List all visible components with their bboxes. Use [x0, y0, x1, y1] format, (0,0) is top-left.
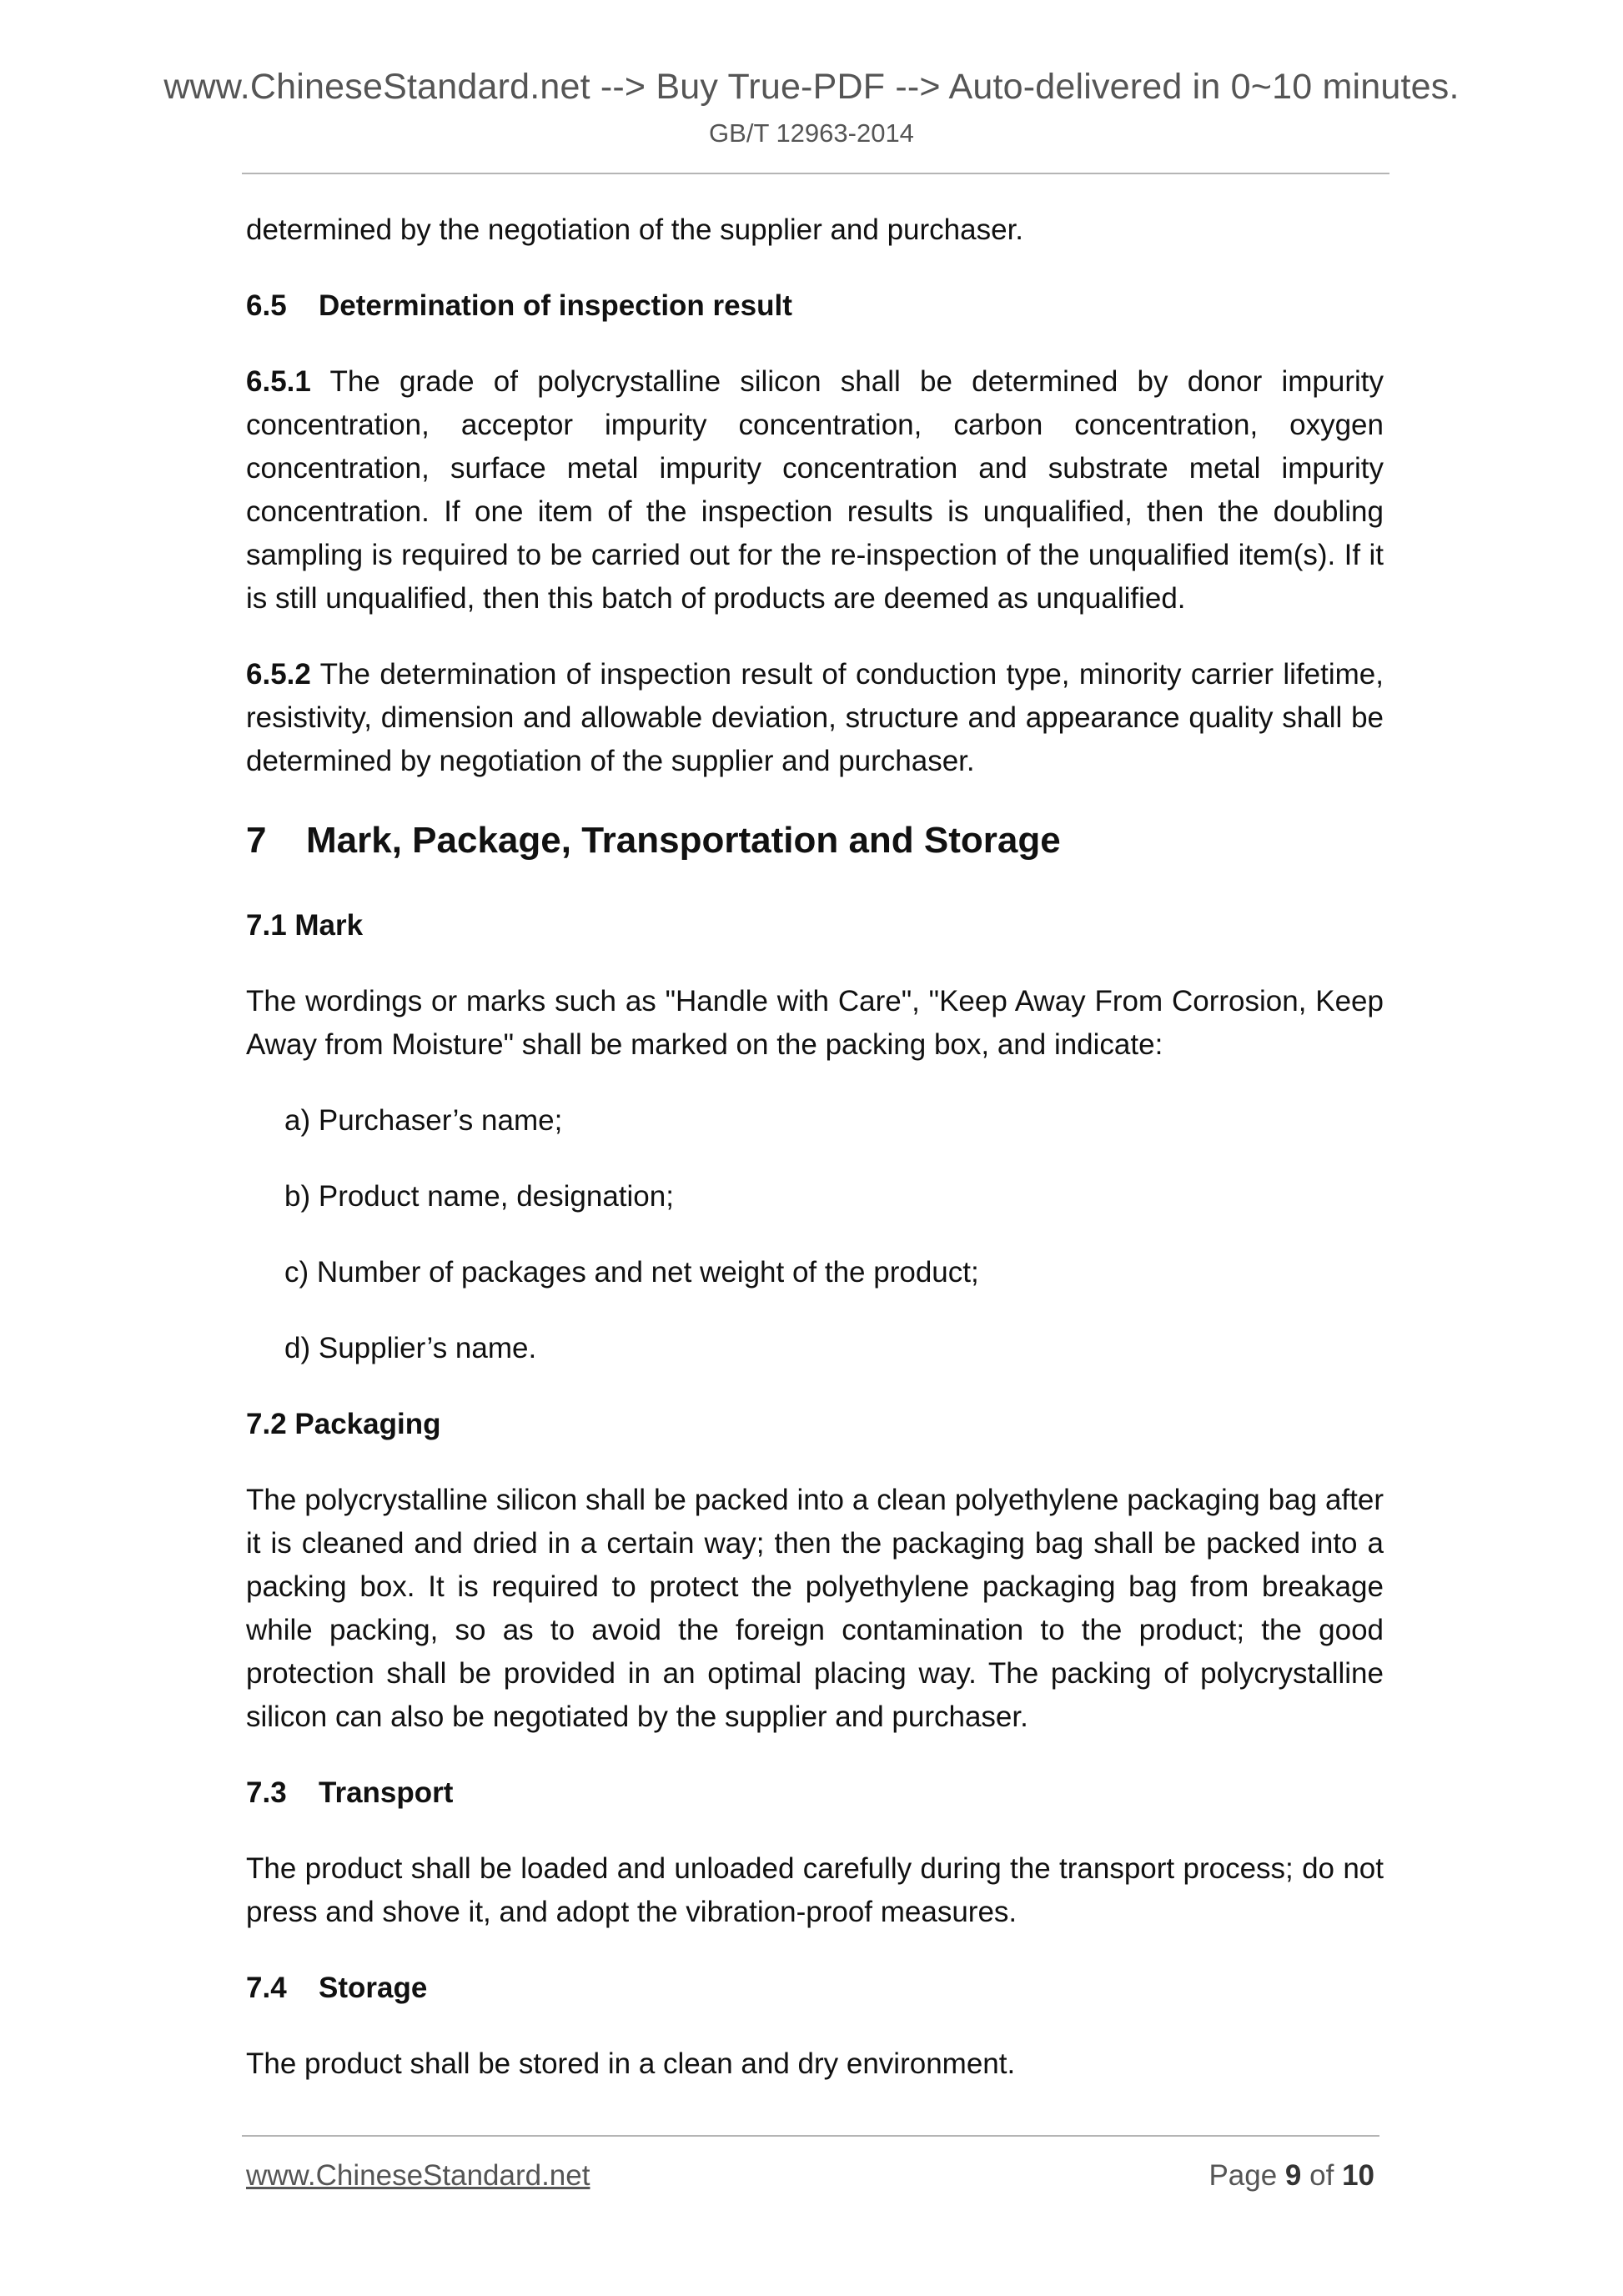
section-7-1-text: The wordings or marks such as "Handle with Care", "Keep Away From Corrosion, Keep Away from Moisture" shall be marked on the packing box, and indicate:	[246, 985, 1384, 1061]
section-title: Determination of inspection result	[319, 289, 792, 322]
list-item: d) Supplier’s name.	[284, 1332, 537, 1364]
standard-code: GB/T 12963-2014	[709, 118, 914, 148]
page-prefix: Page	[1208, 2159, 1278, 2192]
section-6-5-heading	[246, 284, 1384, 328]
page-total: 10	[1342, 2159, 1374, 2192]
footer-divider	[242, 2135, 1379, 2137]
page-current: 9	[1284, 2159, 1302, 2192]
list-item: b) Product name, designation;	[284, 1180, 674, 1213]
footer-website-link[interactable]: www.ChineseStandard.net	[246, 2159, 590, 2192]
section-7-1-heading: 7.1 Mark	[246, 909, 364, 942]
list-item: a) Purchaser’s name;	[284, 1104, 563, 1137]
section-7-2-heading: 7.2 Packaging	[246, 1408, 441, 1440]
clause-6-5-2	[246, 653, 1384, 783]
section-7-3-text: The product shall be loaded and unloaded carefully during the transport process; do not press and shove it, and adopt the vibration-proof measures.	[246, 1852, 1384, 1928]
header-banner: www.ChineseStandard.net --> Buy True-PDF --> Auto-delivered in 0~10 minutes.	[163, 67, 1460, 107]
clause-text: The determination of inspection result of conduction type, minority carrier lifetime, resistivity, dimension and allowable deviation, structure and appearance quality shall be determined by negotiation of the supplier and purchaser.	[246, 658, 1384, 777]
clause-number: 6.5.1	[246, 365, 311, 398]
section-number: 7.3	[246, 1776, 287, 1809]
page-of: of	[1309, 2159, 1334, 2192]
clause-6-5-1	[246, 360, 1384, 620]
clause-text: The grade of polycrystalline silicon shall be determined by donor impurity concentration, acceptor impurity concentration, carbon concentration, oxygen concentration, surface metal impurity concentration and substrate metal impurity concentration. If one item of the inspection results is unqualified, then the doubling sampling is required to be carried out for the re-inspection of the unqualified item(s). If it is still unqualified, then this batch of products are deemed as unqualified.	[246, 365, 1384, 615]
chapter-number: 7	[246, 820, 267, 861]
chapter-7-heading	[246, 816, 1384, 866]
header-divider	[242, 173, 1389, 174]
section-7-4-text: The product shall be stored in a clean and dry environment.	[246, 2047, 1016, 2080]
section-title: Transport	[319, 1776, 454, 1809]
section-7-4-heading	[246, 1967, 1384, 2010]
section-7-3-heading	[246, 1771, 1384, 1815]
chapter-title: Mark, Package, Transportation and Storage	[306, 820, 1061, 861]
continued-paragraph: determined by the negotiation of the supplier and purchaser.	[246, 214, 1024, 246]
clause-number: 6.5.2	[246, 658, 311, 691]
section-number: 7.4	[246, 1972, 287, 2004]
section-title: Storage	[319, 1972, 428, 2004]
list-item: c) Number of packages and net weight of the product;	[284, 1256, 979, 1289]
section-number: 6.5	[246, 289, 287, 322]
page-indicator	[1208, 2157, 1374, 2195]
document-body	[246, 208, 1384, 2118]
section-7-2-text: The polycrystalline silicon shall be packed into a clean polyethylene packaging bag after it is cleaned and dried in a certain way; then the packaging bag shall be packed into a packing box. It is required to protect the polyethylene packaging bag from breakage while packing, so as to avoid the foreign contamination to the product; the good protection shall be provided in an optimal placing way. The packing of polycrystalline silicon can also be negotiated by the supplier and purchaser.	[246, 1484, 1384, 1733]
